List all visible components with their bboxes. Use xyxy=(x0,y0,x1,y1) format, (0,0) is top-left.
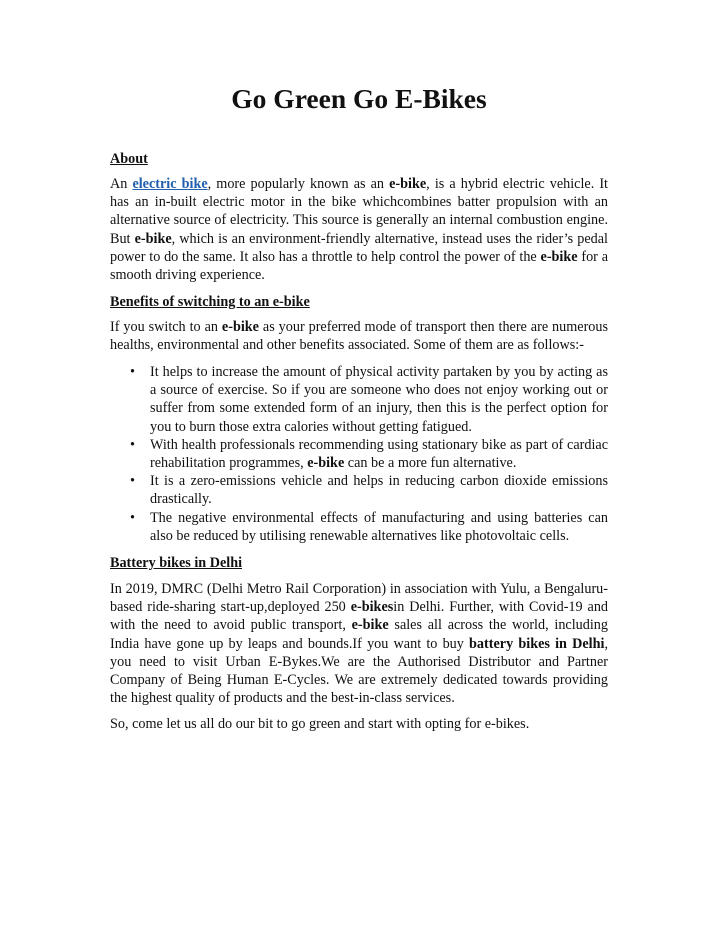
about-bold-1: e-bike xyxy=(389,176,427,192)
benefits-list xyxy=(110,363,608,545)
benefits-intro-bold: e-bike xyxy=(221,319,259,335)
about-text-3: , is a hybrid electric vehicle. It has an in-built electric motor in the bike whichcombines batter propulsion with an alternative source of electricity. This source is generally an internal combustion engine. But xyxy=(110,176,608,247)
benefits-intro xyxy=(110,318,608,354)
list-item xyxy=(110,363,608,436)
delhi-text-3: sales all across the world, including India have gone up by leaps and bounds.If you want to buy xyxy=(110,617,608,652)
closing-paragraph: So, come let us all do our bit to go green and start with opting for e-bikes. xyxy=(110,716,530,732)
benefits-intro-text-1: If you switch to an xyxy=(110,319,222,335)
electric-bike-link[interactable]: electric bike xyxy=(132,176,208,192)
delhi-heading: Battery bikes in Delhi xyxy=(110,555,243,571)
about-text-5: for a smooth driving experience. xyxy=(110,248,608,284)
about-text-2: , more popularly known as an xyxy=(207,176,390,192)
list-item-bold: e-bike xyxy=(307,455,345,472)
list-item xyxy=(110,472,608,508)
delhi-bold-2: e-bike xyxy=(351,617,389,634)
page-title: Go Green Go E-Bikes xyxy=(231,83,487,114)
bullet-icon: • xyxy=(130,436,135,453)
list-item xyxy=(110,436,608,472)
delhi-bold-1: e-bikes xyxy=(350,599,394,616)
about-heading: About xyxy=(110,151,148,167)
delhi-paragraph xyxy=(110,580,608,707)
bullet-icon: • xyxy=(130,473,135,490)
delhi-text-2: in Delhi. Further, with Covid-19 and with the need to avoid public transport, xyxy=(110,599,609,634)
about-text-4: , which is an environment-friendly alternative, instead uses the rider’s pedal power to do the same. It also has a throttle to help control the power of the xyxy=(110,230,608,265)
bullet-icon: • xyxy=(130,509,135,526)
about-bold-3: e-bike xyxy=(540,248,578,265)
benefits-heading: Benefits of switching to an e-bike xyxy=(110,294,310,310)
about-bold-2: e-bike xyxy=(134,230,172,247)
list-item-text: It is a zero-emissions vehicle and helps in reducing carbon dioxide emissions drastically. xyxy=(150,473,608,508)
bullet-icon: • xyxy=(130,364,135,380)
benefits-intro-text-2: as your preferred mode of transport then there are numerous healths, environmental and other benefits associated. Some of them are as follows:- xyxy=(110,319,609,354)
delhi-text-1: In 2019, DMRC (Delhi Metro Rail Corporation) in association with Yulu, a Bengaluru-based ride-sharing start-up,deployed 250 xyxy=(110,581,608,616)
list-item-text: With health professionals recommending using stationary bike as part of cardiac rehabilitation programmes, xyxy=(150,436,608,472)
about-paragraph xyxy=(110,175,608,284)
list-item-text: The negative environmental effects of manufacturing and using batteries can also be reduced by utilising renewable alternatives like photovoltaic cells. xyxy=(150,509,608,544)
delhi-text-4: , you need to visit Urban E-Bykes.We are the Authorised Distributor and Partner Company of Being Human E-Cycles. We are extremely dedicated towards providing the highest quality of products and the best-in-class services. xyxy=(110,635,608,707)
list-item-text: It helps to increase the amount of physical activity partaken by you by acting as a source of exercise. So if you are someone who does not enjoy working out or suffer from some extended form of an injury, then this is the perfect option for you to burn those extra calories without getting fatigued. xyxy=(150,364,608,435)
list-item-text: can be a more fun alternative. xyxy=(344,455,517,472)
list-item xyxy=(110,509,608,545)
about-text-1: An xyxy=(110,176,133,192)
delhi-bold-3: battery bikes in Delhi xyxy=(469,635,605,652)
